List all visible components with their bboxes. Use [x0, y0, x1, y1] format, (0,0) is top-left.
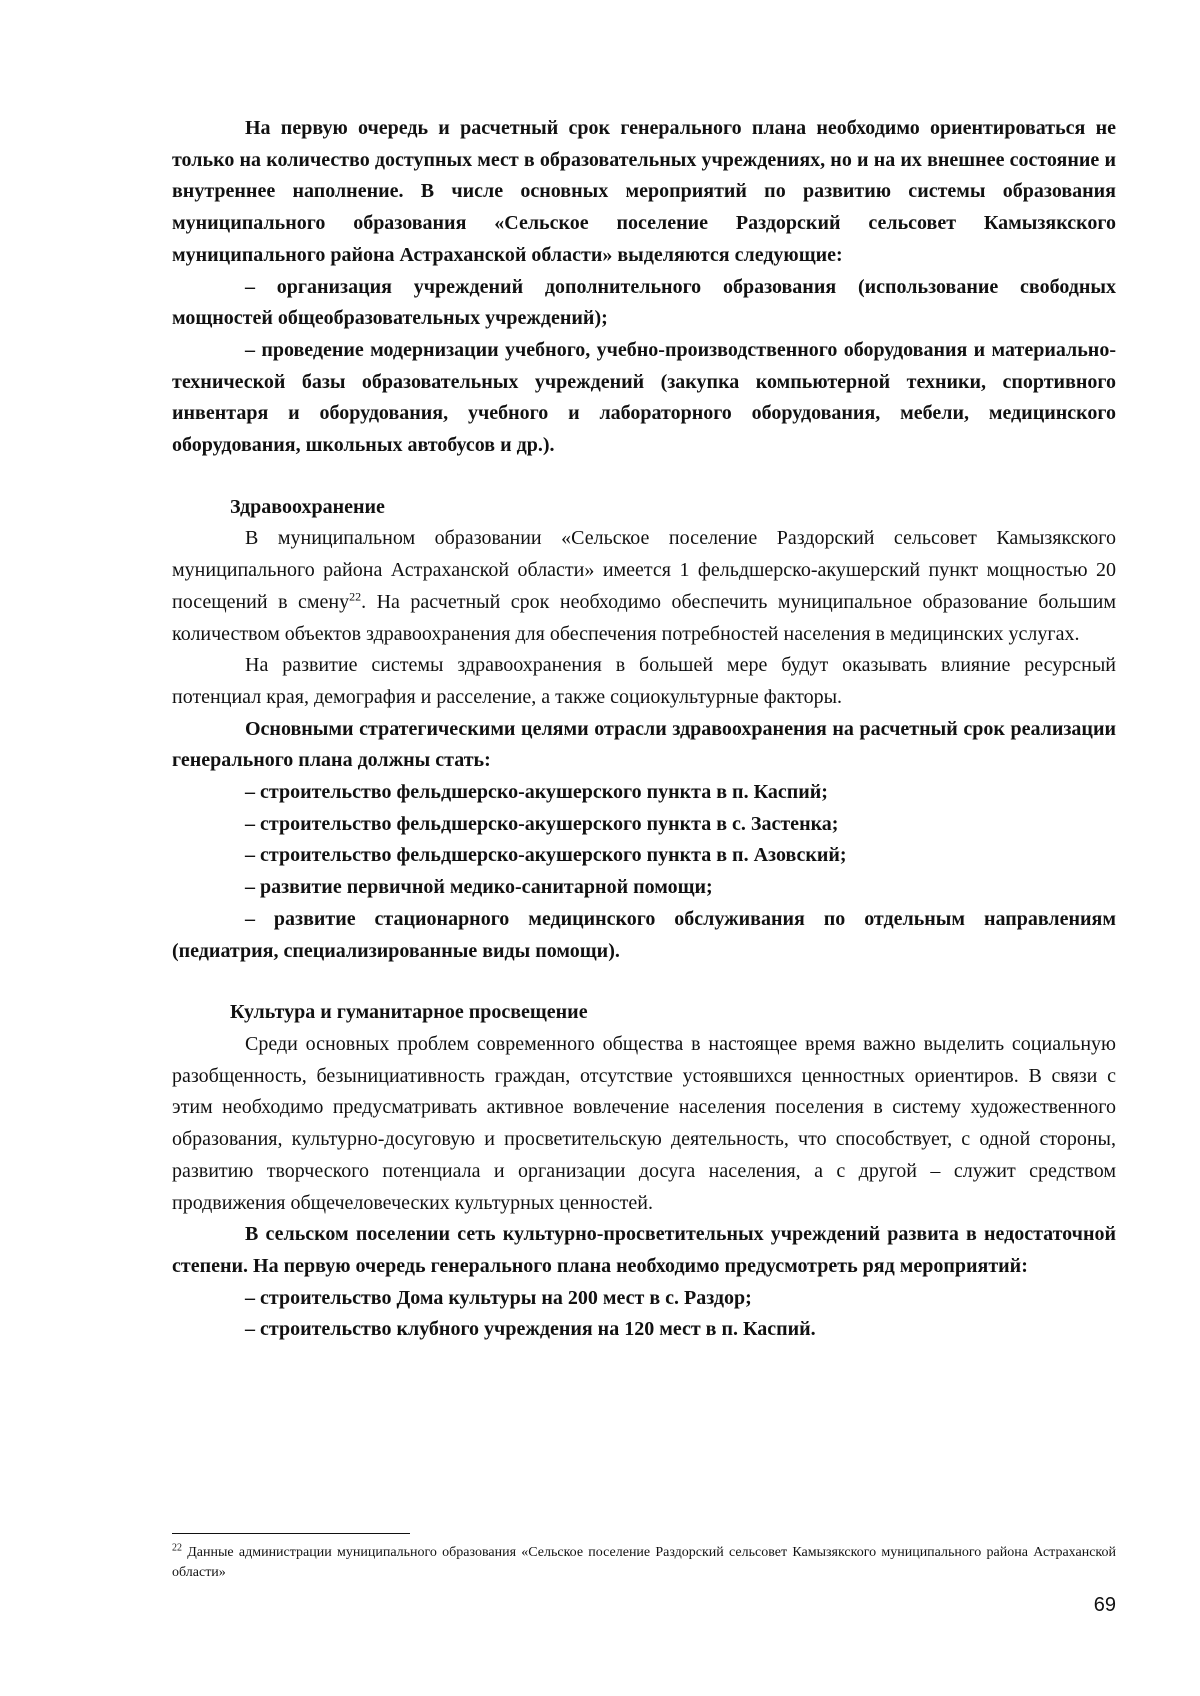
section-spacer	[172, 462, 1116, 492]
health-goal-1: – строительство фельдшерско-акушерского пункта в п. Каспий;	[245, 781, 828, 804]
page-body	[172, 113, 1116, 1346]
footnote-number: 22	[172, 1542, 182, 1554]
footnote-reference: 22	[349, 589, 362, 604]
health-goal-3: – строительство фельдшерско-акушерского пункта в п. Азовский;	[245, 844, 847, 867]
health-goal-5: – развитие стационарного медицинского обслуживания по отдельным направлениям (педиатрия, специализированные виды помощи).	[172, 907, 1116, 962]
health-paragraph-1-text-end: . На расчетный срок необходимо обеспечить муниципальное образование большим количеством объектов здравоохранения для обеспечения потребностей населения в медицинских услугах.	[172, 590, 1116, 645]
section-spacer	[172, 967, 1116, 997]
culture-item-2: – строительство клубного учреждения на 120 мест в п. Каспий.	[245, 1318, 816, 1341]
health-paragraph-2: На развитие системы здравоохранения в большей мере будут оказывать влияние ресурсный потенциал края, демография и расселение, а также социокультурные факторы.	[172, 654, 1116, 708]
health-heading: Здравоохранение	[230, 495, 385, 518]
culture-item-1: – строительство Дома культуры на 200 мест в с. Раздор;	[245, 1286, 752, 1309]
culture-heading: Культура и гуманитарное просвещение	[230, 1001, 588, 1024]
education-intro-paragraph: На первую очередь и расчетный срок генерального плана необходимо ориентироваться не только на количество доступных мест в образовательных учреждениях, но и на их внешнее состояние и внутреннее наполнение. В числе основных мероприятий по развитию системы образования муниципального образования «Сельское поселение Раздорский сельсовет Камызякского муниципального района Астраханской области» выделяются следующие:	[172, 117, 1116, 266]
health-goal-4: – развитие первичной медико-санитарной помощи;	[245, 876, 713, 899]
education-item-1: – организация учреждений дополнительного образования (использование свободных мощностей общеобразовательных учреждений);	[172, 275, 1116, 330]
footnote	[172, 1543, 1116, 1583]
health-paragraph-1	[172, 523, 1116, 650]
culture-paragraph-2: В сельском поселении сеть культурно-просветительных учреждений развита в недостаточной степени. На первую очередь генерального плана необходимо предусмотреть ряд мероприятий:	[172, 1223, 1116, 1277]
page-number: 69	[1093, 1594, 1116, 1616]
education-item-2: – проведение модернизации учебного, учебно-производственного оборудования и материально-технической базы образовательных учреждений (закупка компьютерной техники, спортивного инвентаря и оборудования, учебного и лабораторного оборудования, мебели, медицинского оборудования, школьных автобусов и др.).	[172, 338, 1116, 457]
health-goal-2: – строительство фельдшерско-акушерского пункта в с. Застенка;	[245, 812, 839, 835]
footnote-separator	[172, 1533, 410, 1534]
health-paragraph-1-text: В муниципальном образовании «Сельское поселение Раздорский сельсовет Камызякского муниципального района Астраханской области» имеется 1 фельдшерско-акушерский пункт мощностью 20 посещений в смену	[172, 527, 1116, 613]
culture-paragraph-1: Среди основных проблем современного общества в настоящее время важно выделить социальную разобщенность, безынициативность граждан, отсутствие устоявшихся ценностных ориентиров. В связи с этим необходимо предусматривать активное вовлечение населения поселения в систему художественного образования, культурно-досуговую и просветительскую деятельность, что способствует, с одной стороны, развитию творческого потенциала и организации досуга населения, а с другой – служит средством продвижения общечеловеческих культурных ценностей.	[172, 1032, 1116, 1214]
footnote-text: Данные администрации муниципального образования «Сельское поселение Раздорский сельсовет Камызякского муниципального района Астраханской области»	[172, 1545, 1116, 1580]
health-goals-intro: Основными стратегическими целями отрасли здравоохранения на расчетный срок реализации генерального плана должны стать:	[172, 717, 1116, 772]
